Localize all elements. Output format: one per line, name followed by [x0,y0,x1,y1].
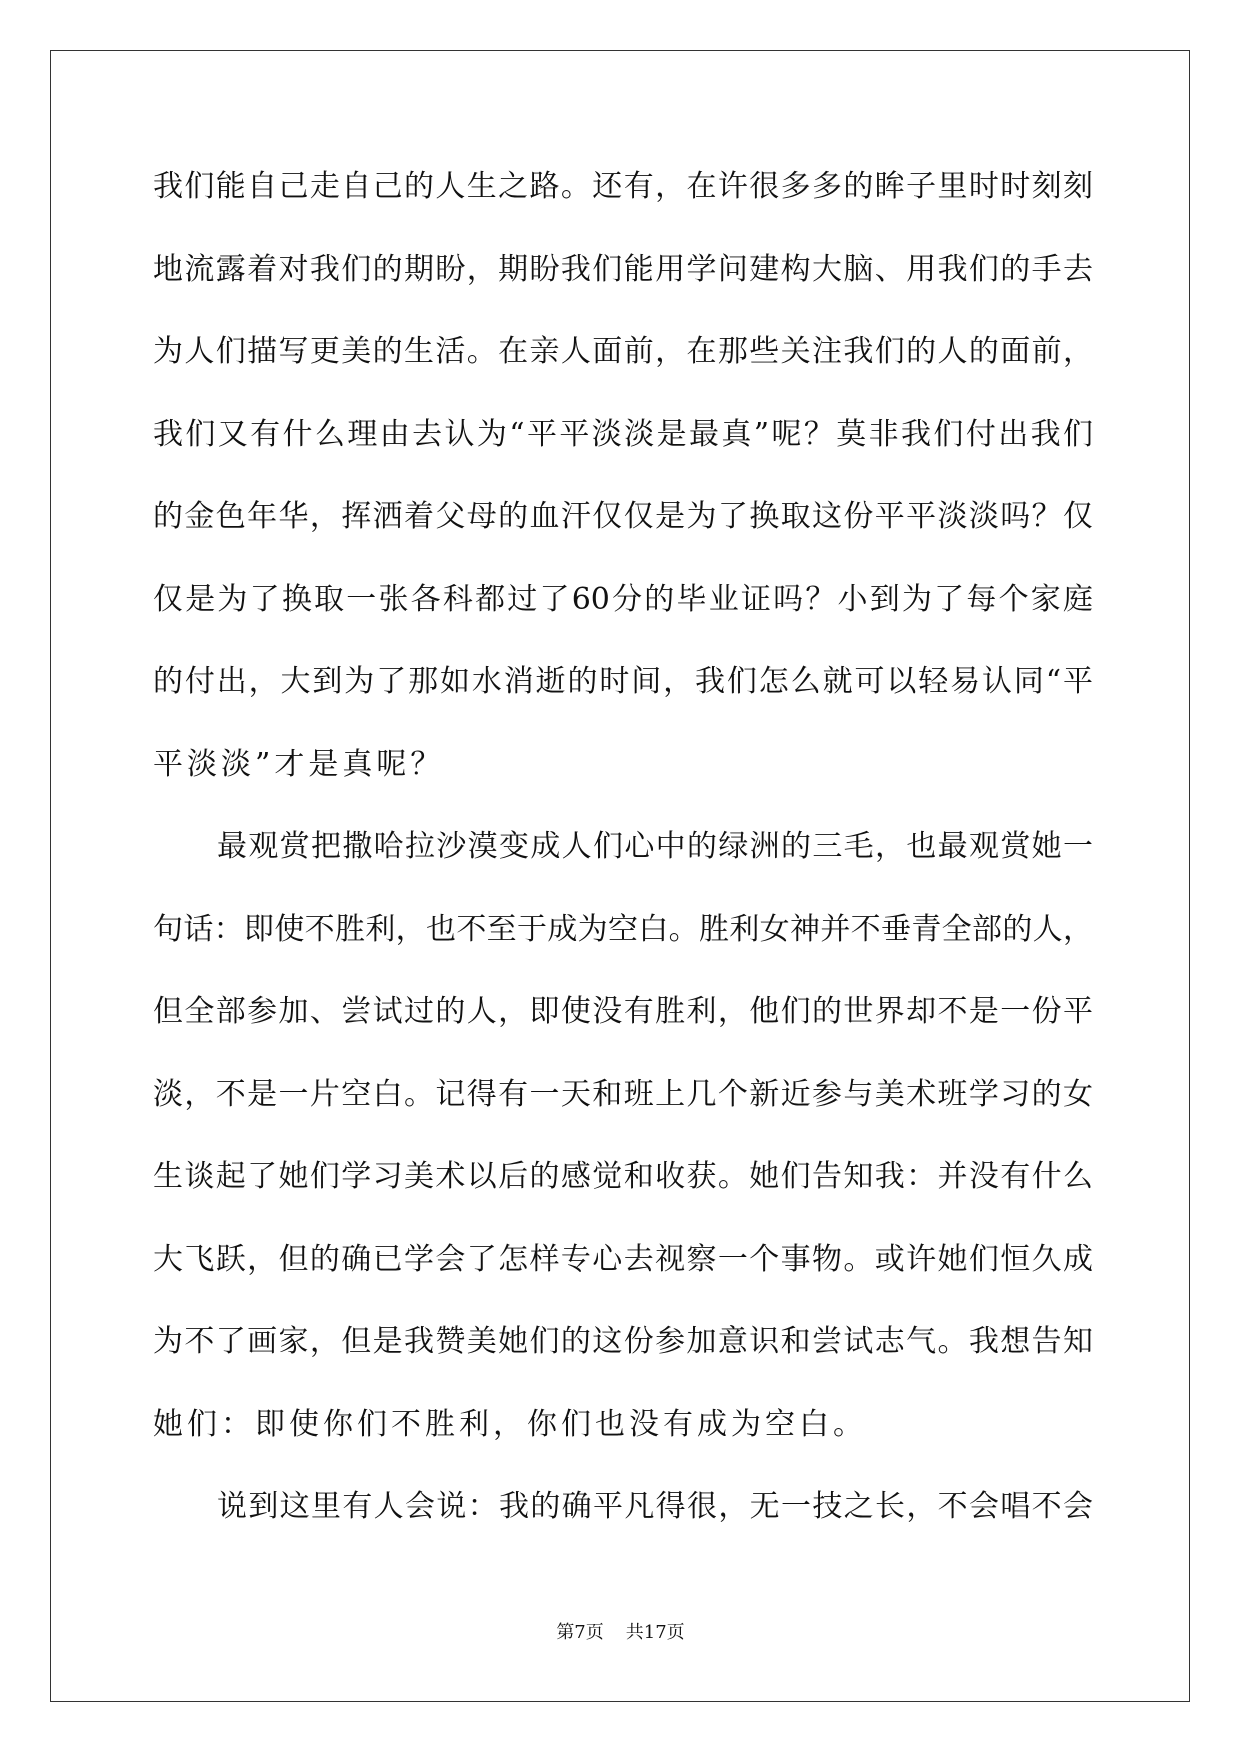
text-line: 她们：即使你们不胜利，你们也没有成为空白。 [153,1406,867,1442]
text-line: 大飞跃，但的确已学会了怎样专心去视察一个事物。或许她们恒久成 [153,1241,1093,1277]
text-line: 我们能自己走自己的人生之路。还有，在许很多多的眸子里时时刻刻 [153,169,1093,204]
text-line: 的付出，大到为了那如水消逝的时间，我们怎么就可以轻易认同“平 [153,664,1093,699]
text-line: 平淡淡”才是真呢？ [153,746,445,782]
text-line: 淡，不是一片空白。记得有一天和班上几个新近参与美术班学习的女 [153,1076,1093,1112]
page-number: 第7页 [556,1622,604,1643]
text-line: 最观赏把撒哈拉沙漠变成人们心中的绿洲的三毛，也最观赏她一 [217,829,1093,864]
document-body [153,164,1093,1567]
text-line: 但全部参加、尝试过的人，即使没有胜利，他们的世界却不是一份平 [153,994,1093,1029]
text-line: 句话：即使不胜利，也不至于成为空白。胜利女神并不垂青全部的人， [153,911,1093,947]
page-footer [0,1621,1241,1645]
text-line: 的金色年华，挥洒着父母的血汗仅仅是为了换取这份平平淡淡吗？仅 [153,499,1093,534]
text-line: 说到这里有人会说：我的确平凡得很，无一技之长，不会唱不会 [217,1489,1093,1524]
text-line: 为不了画家，但是我赞美她们的这份参加意识和尝试志气。我想告知 [153,1324,1093,1359]
text-line: 我们又有什么理由去认为“平平淡淡是最真”呢？莫非我们付出我们 [153,416,1093,452]
page-total: 共17页 [625,1622,685,1643]
text-line: 生谈起了她们学习美术以后的感觉和收获。她们告知我：并没有什么 [153,1159,1093,1194]
text-line: 地流露着对我们的期盼，期盼我们能用学问建构大脑、用我们的手去 [153,251,1093,287]
text-line: 为人们描写更美的生活。在亲人面前，在那些关注我们的人的面前， [153,334,1093,369]
text-line: 仅是为了换取一张各科都过了60分的毕业证吗？小到为了每个家庭 [153,581,1093,617]
